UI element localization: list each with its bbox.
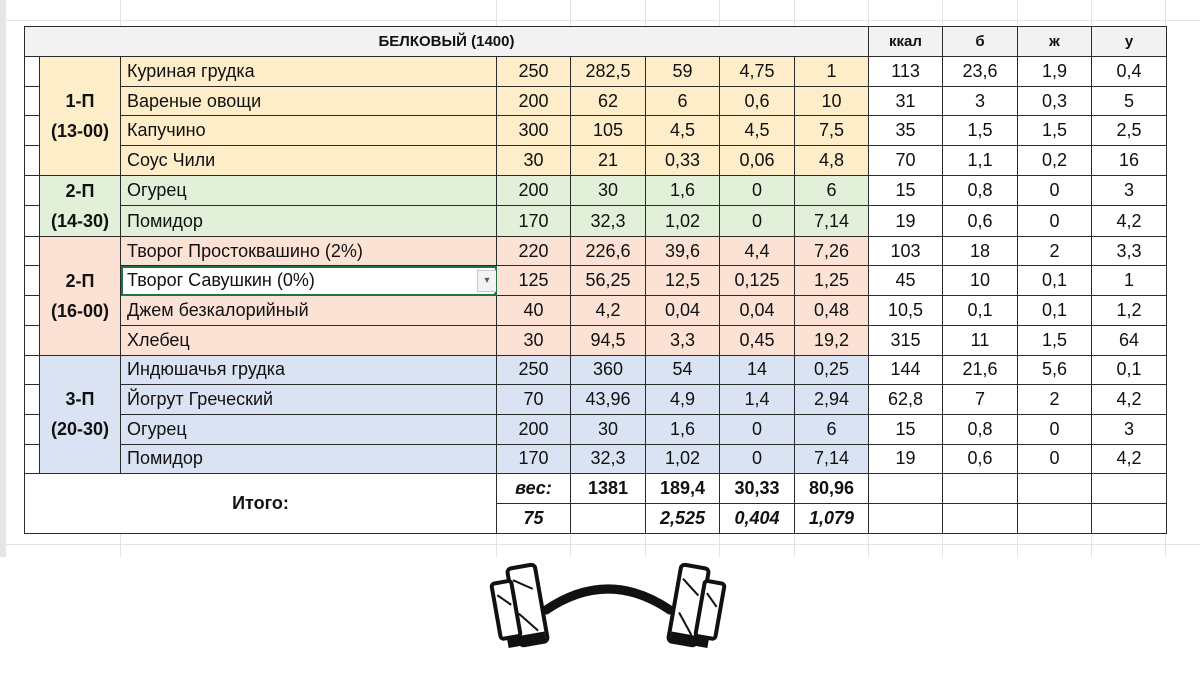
cell-fat-100g[interactable]: 1,5 <box>1018 116 1092 146</box>
cell-weight[interactable]: 30 <box>497 325 571 355</box>
cell-carbs[interactable]: 6 <box>795 414 869 444</box>
table-row <box>25 236 1167 266</box>
cell-fat[interactable]: 0,06 <box>720 146 795 176</box>
cell-carbs[interactable]: 7,14 <box>795 444 869 474</box>
col-header-carbs[interactable]: у <box>1092 27 1167 57</box>
barbell-icon <box>488 550 728 668</box>
cell-fat-100g[interactable]: 0,2 <box>1018 146 1092 176</box>
meal-number: 1-П <box>65 90 95 111</box>
cell-kcal-100g[interactable]: 144 <box>869 355 943 385</box>
cell-protein-100g[interactable]: 0,8 <box>943 414 1018 444</box>
cell-kcal-100g[interactable]: 15 <box>869 175 943 206</box>
gridline <box>6 20 1200 21</box>
row-side-cell[interactable] <box>25 325 40 355</box>
cell-carbs-100g[interactable]: 1,2 <box>1092 296 1167 326</box>
cell-kcal-100g[interactable]: 103 <box>869 236 943 266</box>
product-name-cell[interactable] <box>121 86 497 116</box>
empty-cell[interactable] <box>869 474 943 504</box>
cell-fat[interactable]: 14 <box>720 355 795 385</box>
cell-weight[interactable]: 200 <box>497 414 571 444</box>
cell-carbs[interactable]: 7,26 <box>795 236 869 266</box>
cell-carbs[interactable]: 7,14 <box>795 206 869 237</box>
cell-fat[interactable]: 0,6 <box>720 86 795 116</box>
cell-carbs-100g[interactable]: 5 <box>1092 86 1167 116</box>
cell-protein-100g[interactable]: 0,6 <box>943 206 1018 237</box>
cell-carbs[interactable]: 4,8 <box>795 146 869 176</box>
cell-weight[interactable]: 250 <box>497 355 571 385</box>
meal-time: (16-00) <box>50 300 110 321</box>
row-side-cell[interactable] <box>25 236 40 266</box>
weight-label[interactable]: вес: <box>497 474 571 504</box>
table-row <box>25 57 1167 87</box>
cell-kcal[interactable]: 4,2 <box>571 296 646 326</box>
cell-kcal[interactable]: 105 <box>571 116 646 146</box>
cell-kcal-100g[interactable]: 15 <box>869 414 943 444</box>
cell-weight[interactable]: 200 <box>497 175 571 206</box>
row-side-cell[interactable] <box>25 116 40 146</box>
table-row <box>25 86 1167 116</box>
cell-fat-100g[interactable]: 5,6 <box>1018 355 1092 385</box>
product-name-cell[interactable] <box>121 325 497 355</box>
cell-fat[interactable]: 0,45 <box>720 325 795 355</box>
cell-fat-100g[interactable]: 0,1 <box>1018 266 1092 296</box>
cell-protein[interactable]: 0,33 <box>646 146 720 176</box>
empty-cell[interactable] <box>943 474 1018 504</box>
cell-carbs[interactable]: 19,2 <box>795 325 869 355</box>
cell-protein[interactable]: 4,9 <box>646 385 720 415</box>
cell-weight[interactable]: 40 <box>497 296 571 326</box>
cell-weight[interactable]: 170 <box>497 206 571 237</box>
row-side-cell[interactable] <box>25 206 40 237</box>
cell-carbs-100g[interactable]: 3,3 <box>1092 236 1167 266</box>
empty-cell[interactable] <box>869 503 943 533</box>
cell-kcal[interactable]: 94,5 <box>571 325 646 355</box>
cell-fat-100g[interactable]: 1,5 <box>1018 325 1092 355</box>
cell-kcal[interactable]: 30 <box>571 414 646 444</box>
cell-fat[interactable]: 0 <box>720 206 795 237</box>
table-row <box>25 146 1167 176</box>
product-name-cell[interactable] <box>121 57 497 87</box>
cell-protein-100g[interactable]: 21,6 <box>943 355 1018 385</box>
cell-fat[interactable]: 0 <box>720 414 795 444</box>
col-header-protein[interactable]: б <box>943 27 1018 57</box>
cell-kcal[interactable]: 360 <box>571 355 646 385</box>
cell-fat[interactable]: 4,4 <box>720 236 795 266</box>
cell-fat[interactable]: 0,04 <box>720 296 795 326</box>
fill-handle[interactable] <box>494 293 497 296</box>
cell-kcal-100g[interactable]: 35 <box>869 116 943 146</box>
cell-kcal[interactable]: 226,6 <box>571 236 646 266</box>
cell-kcal[interactable]: 21 <box>571 146 646 176</box>
cell-kcal[interactable]: 282,5 <box>571 57 646 87</box>
table-row <box>25 206 1167 237</box>
table-row <box>25 325 1167 355</box>
cell-carbs-100g[interactable]: 16 <box>1092 146 1167 176</box>
table-row <box>25 444 1167 474</box>
cell-protein-100g[interactable]: 11 <box>943 325 1018 355</box>
cell-fat-100g[interactable]: 2 <box>1018 236 1092 266</box>
cell-carbs[interactable]: 0,25 <box>795 355 869 385</box>
meal-number: 2-П <box>65 180 95 201</box>
meal-time: (20-30) <box>50 419 110 440</box>
cell-carbs-100g[interactable]: 0,4 <box>1092 57 1167 87</box>
carbs-per-kg[interactable]: 1,079 <box>795 503 869 533</box>
row-side-cell[interactable] <box>25 444 40 474</box>
meal-time: (13-00) <box>50 120 110 141</box>
empty-cell[interactable] <box>1092 503 1167 533</box>
product-name-cell[interactable] <box>121 206 497 237</box>
cell-weight[interactable]: 220 <box>497 236 571 266</box>
meal-group-label[interactable] <box>40 355 121 474</box>
cell-protein[interactable]: 1,02 <box>646 444 720 474</box>
cell-fat-100g[interactable]: 0,1 <box>1018 296 1092 326</box>
cell-protein-100g[interactable]: 1,5 <box>943 116 1018 146</box>
cell-carbs[interactable]: 2,94 <box>795 385 869 415</box>
meal-group-label[interactable] <box>40 236 121 355</box>
product-name: Творог Савушкин (0%) <box>127 270 315 291</box>
product-name: Помидор <box>127 210 203 231</box>
cell-carbs[interactable]: 7,5 <box>795 116 869 146</box>
totals-label[interactable]: Итого: <box>25 474 497 533</box>
cell-fat-100g[interactable]: 0 <box>1018 414 1092 444</box>
row-side-cell[interactable] <box>25 385 40 415</box>
product-name: Творог Простоквашино (2%) <box>127 240 363 261</box>
empty-cell[interactable] <box>1018 503 1092 533</box>
body-weight[interactable]: 75 <box>497 503 571 533</box>
product-name-cell[interactable] <box>121 236 497 266</box>
product-name-cell[interactable] <box>121 175 497 206</box>
cell-kcal[interactable]: 32,3 <box>571 206 646 237</box>
cell-kcal-100g[interactable]: 19 <box>869 206 943 237</box>
cell-carbs-100g[interactable]: 1 <box>1092 266 1167 296</box>
cell-weight[interactable]: 200 <box>497 86 571 116</box>
row-side-cell[interactable] <box>25 86 40 116</box>
row-side-cell[interactable] <box>25 57 40 87</box>
table-row <box>25 385 1167 415</box>
gridline <box>6 544 1200 545</box>
table-row <box>25 296 1167 326</box>
cell-protein[interactable]: 1,6 <box>646 414 720 444</box>
cell-fat-100g[interactable]: 1,9 <box>1018 57 1092 87</box>
row-side-cell[interactable] <box>25 175 40 206</box>
product-name-cell[interactable] <box>121 444 497 474</box>
col-header-kcal[interactable]: ккал <box>869 27 943 57</box>
table-row <box>25 266 1167 296</box>
cell-protein-100g[interactable]: 3 <box>943 86 1018 116</box>
cell-protein[interactable]: 54 <box>646 355 720 385</box>
cell-protein-100g[interactable]: 7 <box>943 385 1018 415</box>
cell-kcal[interactable]: 30 <box>571 175 646 206</box>
cell-carbs-100g[interactable]: 3 <box>1092 175 1167 206</box>
fat-per-kg[interactable]: 0,404 <box>720 503 795 533</box>
cell-fat[interactable]: 0,125 <box>720 266 795 296</box>
cell-carbs-100g[interactable]: 0,1 <box>1092 355 1167 385</box>
diet-table <box>24 26 1167 534</box>
cell-carbs-100g[interactable]: 4,2 <box>1092 385 1167 415</box>
cell-protein-100g[interactable]: 0,1 <box>943 296 1018 326</box>
cell-fat[interactable]: 0 <box>720 444 795 474</box>
header-row <box>25 27 1167 57</box>
cell-protein[interactable]: 0,04 <box>646 296 720 326</box>
cell-protein-100g[interactable]: 18 <box>943 236 1018 266</box>
product-name: Хлебец <box>127 329 190 350</box>
cell-fat-100g[interactable]: 0 <box>1018 206 1092 237</box>
row-side-cell[interactable] <box>25 146 40 176</box>
cell-kcal-100g[interactable]: 45 <box>869 266 943 296</box>
col-header-fat[interactable]: ж <box>1018 27 1092 57</box>
cell-protein-100g[interactable]: 0,8 <box>943 175 1018 206</box>
cell-weight[interactable]: 250 <box>497 57 571 87</box>
total-protein[interactable]: 189,4 <box>646 474 720 504</box>
product-name: Индюшачья грудка <box>127 359 286 380</box>
total-fat[interactable]: 30,33 <box>720 474 795 504</box>
product-name-cell[interactable] <box>121 296 497 326</box>
protein-per-kg[interactable]: 2,525 <box>646 503 720 533</box>
product-name: Помидор <box>127 448 203 469</box>
cell-protein[interactable]: 1,6 <box>646 175 720 206</box>
cell-carbs[interactable]: 1,25 <box>795 266 869 296</box>
row-side-cell[interactable] <box>25 296 40 326</box>
empty-cell[interactable] <box>571 503 646 533</box>
cell-fat[interactable]: 4,5 <box>720 116 795 146</box>
product-name-cell[interactable] <box>121 385 497 415</box>
table-row <box>25 355 1167 385</box>
cell-protein[interactable]: 6 <box>646 86 720 116</box>
cell-kcal[interactable]: 56,25 <box>571 266 646 296</box>
cell-kcal[interactable]: 32,3 <box>571 444 646 474</box>
empty-cell[interactable] <box>1092 474 1167 504</box>
cell-carbs-100g[interactable]: 4,2 <box>1092 444 1167 474</box>
product-name: Соус Чили <box>127 149 216 170</box>
product-name-cell[interactable] <box>121 146 497 176</box>
cell-protein[interactable]: 1,02 <box>646 206 720 237</box>
cell-fat-100g[interactable]: 0,3 <box>1018 86 1092 116</box>
cell-kcal-100g[interactable]: 315 <box>869 325 943 355</box>
row-side-cell[interactable] <box>25 355 40 385</box>
cell-carbs-100g[interactable]: 4,2 <box>1092 206 1167 237</box>
cell-protein-100g[interactable]: 1,1 <box>943 146 1018 176</box>
cell-protein[interactable]: 4,5 <box>646 116 720 146</box>
totals-row <box>25 474 1167 504</box>
total-kcal[interactable]: 1381 <box>571 474 646 504</box>
product-name-cell[interactable] <box>121 414 497 444</box>
cell-carbs[interactable]: 6 <box>795 175 869 206</box>
cell-kcal-100g[interactable]: 19 <box>869 444 943 474</box>
cell-fat-100g[interactable]: 0 <box>1018 444 1092 474</box>
meal-number: 3-П <box>65 389 95 410</box>
cell-kcal-100g[interactable]: 70 <box>869 146 943 176</box>
product-name: Капучино <box>127 120 206 141</box>
cell-protein-100g[interactable]: 10 <box>943 266 1018 296</box>
product-name-cell[interactable] <box>121 355 497 385</box>
cell-protein[interactable]: 12,5 <box>646 266 720 296</box>
meal-group-label[interactable] <box>40 175 121 236</box>
cell-kcal-100g[interactable]: 31 <box>869 86 943 116</box>
cell-protein-100g[interactable]: 23,6 <box>943 57 1018 87</box>
cell-kcal-100g[interactable]: 10,5 <box>869 296 943 326</box>
cell-fat-100g[interactable]: 2 <box>1018 385 1092 415</box>
cell-kcal-100g[interactable]: 113 <box>869 57 943 87</box>
cell-weight[interactable]: 300 <box>497 116 571 146</box>
cell-protein[interactable]: 39,6 <box>646 236 720 266</box>
product-name: Огурец <box>127 418 187 439</box>
table-row <box>25 175 1167 206</box>
cell-kcal-100g[interactable]: 62,8 <box>869 385 943 415</box>
cell-carbs[interactable]: 1 <box>795 57 869 87</box>
meal-number: 2-П <box>65 270 95 291</box>
product-name: Вареные овощи <box>127 90 262 111</box>
cell-fat[interactable]: 0 <box>720 175 795 206</box>
cell-weight[interactable]: 125 <box>497 266 571 296</box>
row-side-cell[interactable] <box>25 414 40 444</box>
product-name-cell[interactable] <box>121 266 497 296</box>
table-row <box>25 414 1167 444</box>
product-name-cell[interactable] <box>121 116 497 146</box>
product-name: Джем безкалорийный <box>127 299 309 320</box>
table-title[interactable]: БЕЛКОВЫЙ (1400) <box>25 27 869 57</box>
dropdown-arrow-icon[interactable]: ▾ <box>477 270 497 292</box>
cell-carbs[interactable]: 10 <box>795 86 869 116</box>
cell-carbs-100g[interactable]: 3 <box>1092 414 1167 444</box>
cell-fat-100g[interactable]: 0 <box>1018 175 1092 206</box>
cell-weight[interactable]: 170 <box>497 444 571 474</box>
product-name: Куриная грудка <box>127 60 255 81</box>
table-row <box>25 116 1167 146</box>
cell-fat[interactable]: 4,75 <box>720 57 795 87</box>
empty-cell[interactable] <box>943 503 1018 533</box>
cell-protein[interactable]: 3,3 <box>646 325 720 355</box>
cell-protein[interactable]: 59 <box>646 57 720 87</box>
cell-weight[interactable]: 30 <box>497 146 571 176</box>
cell-protein-100g[interactable]: 0,6 <box>943 444 1018 474</box>
cell-carbs-100g[interactable]: 64 <box>1092 325 1167 355</box>
row-side-cell[interactable] <box>25 266 40 296</box>
product-name: Огурец <box>127 180 187 200</box>
cell-kcal[interactable]: 43,96 <box>571 385 646 415</box>
product-name: Йогрут Греческий <box>127 389 274 410</box>
meal-time: (14-30) <box>50 210 110 231</box>
empty-cell[interactable] <box>1018 474 1092 504</box>
cell-carbs-100g[interactable]: 2,5 <box>1092 116 1167 146</box>
sheet-left-border <box>0 0 6 557</box>
total-carbs[interactable]: 80,96 <box>795 474 869 504</box>
cell-weight[interactable]: 70 <box>497 385 571 415</box>
meal-group-label[interactable] <box>40 57 121 176</box>
cell-kcal[interactable]: 62 <box>571 86 646 116</box>
cell-fat[interactable]: 1,4 <box>720 385 795 415</box>
cell-carbs[interactable]: 0,48 <box>795 296 869 326</box>
